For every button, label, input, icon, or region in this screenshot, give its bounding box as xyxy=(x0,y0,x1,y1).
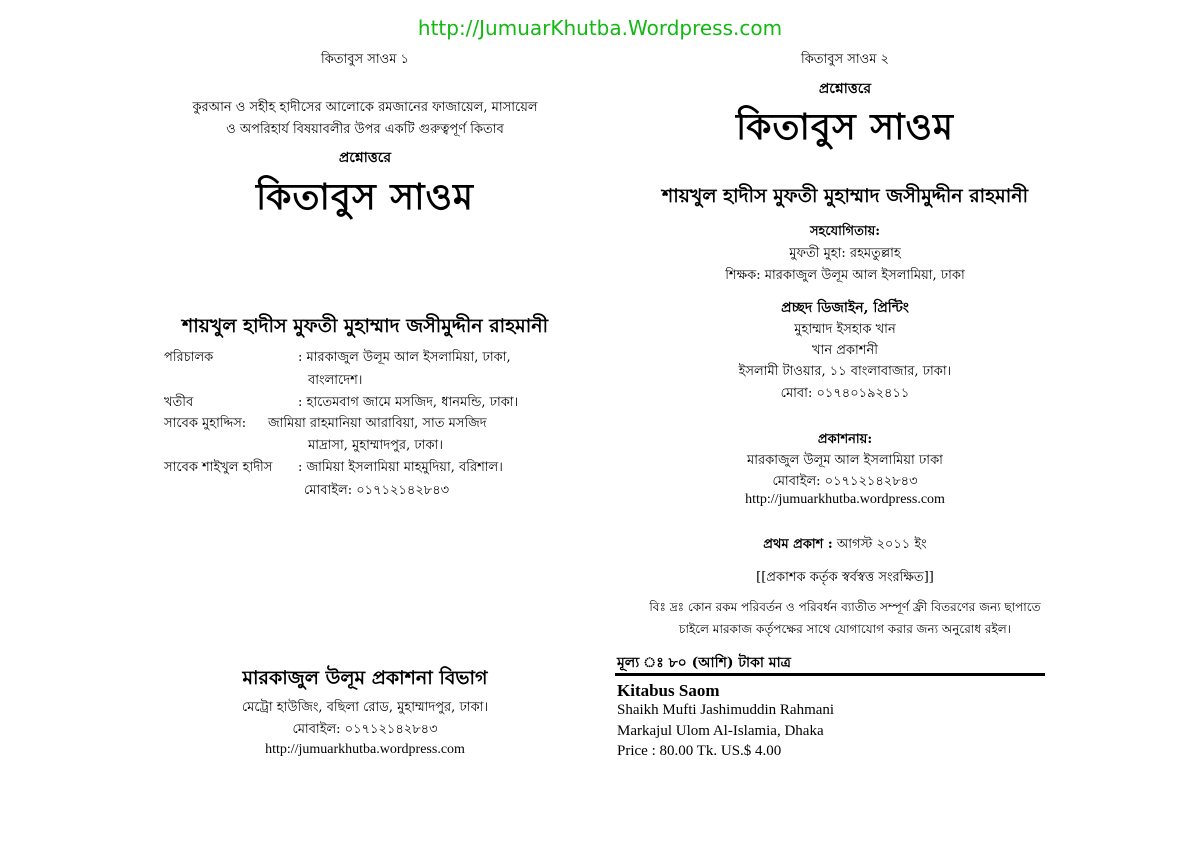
right-page-header: কিতাবুস সাওম ২ xyxy=(800,52,890,67)
right-title: কিতাবুস সাওম xyxy=(736,106,954,148)
info-row xyxy=(164,414,487,435)
right-publisher-phone: মোবাইল: ০১৭১২১৪২৮৪৩ xyxy=(772,474,918,489)
info-value: : জামিয়া ইসলামিয়া মাহমুদিয়া, বরিশাল। xyxy=(298,460,503,475)
right-cover-address: ইসলামী টাওয়ার, ১১ বাংলাবাজার, ঢাকা। xyxy=(738,364,952,379)
right-page xyxy=(600,0,1070,848)
right-cover-company: খান প্রকাশনী xyxy=(812,343,878,358)
price-divider xyxy=(615,673,1045,676)
left-intro-line1: কুরআন ও সহীহ হাদীসের আলোকে রমজানের ফাজায়েল, মাসায়েল xyxy=(192,100,538,115)
right-cooperation-name: মুফতী মুহা: রহমতুল্লাহ xyxy=(789,246,901,261)
info-value: মাদ্রাসা, মুহাম্মাদপুর, ঢাকা। xyxy=(308,438,443,453)
right-author: শায়খুল হাদীস মুফতী মুহাম্মাদ জসীমুদ্দীন রাহমানী xyxy=(661,185,1029,207)
right-publisher-url[interactable]: http://jumuarkhutba.wordpress.com xyxy=(745,492,945,507)
english-author: Shaikh Mufti Jashimuddin Rahmani xyxy=(617,702,835,718)
left-page-header: কিতাবুস সাওম ১ xyxy=(320,52,409,67)
right-publisher-label: প্রকাশনায়: xyxy=(817,432,873,447)
left-intro-line2: ও অপরিহার্য বিষয়াবলীর উপর একটি গুরুত্বপূর্ণ কিতাব xyxy=(226,122,504,137)
english-publisher: Markajul Ulom Al-Islamia, Dhaka xyxy=(617,723,824,739)
right-cover-label: প্রচ্ছদ ডিজাইন, প্রিন্টিং xyxy=(781,300,909,316)
right-cooperation-label: সহযোগিতায়: xyxy=(809,224,881,239)
left-author: শায়খুল হাদীস মুফতী মুহাম্মাদ জসীমুদ্দীন রাহমানী xyxy=(181,315,549,337)
left-title: কিতাবুস সাওম xyxy=(256,176,474,218)
right-cooperation-role: শিক্ষক: মারকাজুল উলূম আল ইসলামিয়া, ঢাকা xyxy=(725,268,965,283)
info-value: : মারকাজুল উলূম আল ইসলামিয়া, ঢাকা, xyxy=(298,350,511,365)
english-title: Kitabus Saom xyxy=(617,681,720,700)
info-value: জামিয়া রাহমানিয়া আরাবিয়া, সাত মসজিদ xyxy=(268,416,487,431)
right-subtitle: প্রশ্নোত্তরে xyxy=(818,81,872,97)
left-publisher-phone: মোবাইল: ০১৭১২১৪২৮৪৩ xyxy=(292,722,438,737)
right-cover-phone: মোবা: ০১৭৪০১৯২৪১১ xyxy=(780,386,910,401)
left-subtitle: প্রশ্নোত্তরে xyxy=(338,150,392,166)
english-price: Price : 80.00 Tk. US.$ 4.00 xyxy=(617,743,782,759)
first-edition-label: প্রথম প্রকাশ : xyxy=(763,537,833,552)
info-label: সাবেক মুহাদ্দিস: xyxy=(164,416,247,431)
top-url-link[interactable]: http://JumuarKhutba.Wordpress.com xyxy=(417,16,783,40)
info-value: : হাতেমবাগ জামে মসজিদ, ধানমন্ডি, ঢাকা। xyxy=(298,395,519,410)
left-publisher-address: মেট্রো হাউজিং, বছিলা রোড, মুহাম্মাদপুর, ঢাকা। xyxy=(241,700,489,715)
right-first-edition xyxy=(600,535,1090,556)
right-note-line1: বিঃ দ্রঃ কোন রকম পরিবর্তন ও পরিবর্ধন ব্যাতীত সম্পূর্ণ ফ্রী বিতরণের জন্য ছাপাতে xyxy=(649,600,1041,614)
info-label: সাবেক শাইখুল হাদীস xyxy=(164,460,273,475)
left-publisher-title: মারকাজুল উলূম প্রকাশনা বিভাগ xyxy=(242,667,488,689)
info-value: বাংলাদেশ। xyxy=(308,373,363,388)
left-page xyxy=(130,0,600,848)
info-label: পরিচালক xyxy=(164,350,214,365)
info-label: খতীব xyxy=(164,395,194,410)
right-publisher-name: মারকাজুল উলূম আল ইসলামিয়া ঢাকা xyxy=(747,453,943,468)
left-publisher-url[interactable]: http://jumuarkhutba.wordpress.com xyxy=(265,742,465,757)
first-edition-value: আগস্ট ২০১১ ইং xyxy=(836,537,927,552)
info-value: মোবাইল: ০১৭১২১৪২৮৪৩ xyxy=(304,483,450,498)
right-rights: [[প্রকাশক কর্তৃক স্বর্বস্বত্ত সংরক্ষিত]] xyxy=(756,570,934,585)
info-row xyxy=(164,348,511,369)
info-row xyxy=(164,393,519,414)
right-note-line2: চাইলে মারকাজ কর্তৃপক্ষের সাথে যোগাযোগ করার জন্য অনুরোধ রইল। xyxy=(679,622,1011,636)
right-price-bn: মূল্য ঃ ৮০ (আশি) টাকা মাত্র xyxy=(617,655,791,671)
right-cover-name: মুহাম্মাদ ইসহাক খান xyxy=(794,322,896,337)
info-row xyxy=(164,458,503,479)
